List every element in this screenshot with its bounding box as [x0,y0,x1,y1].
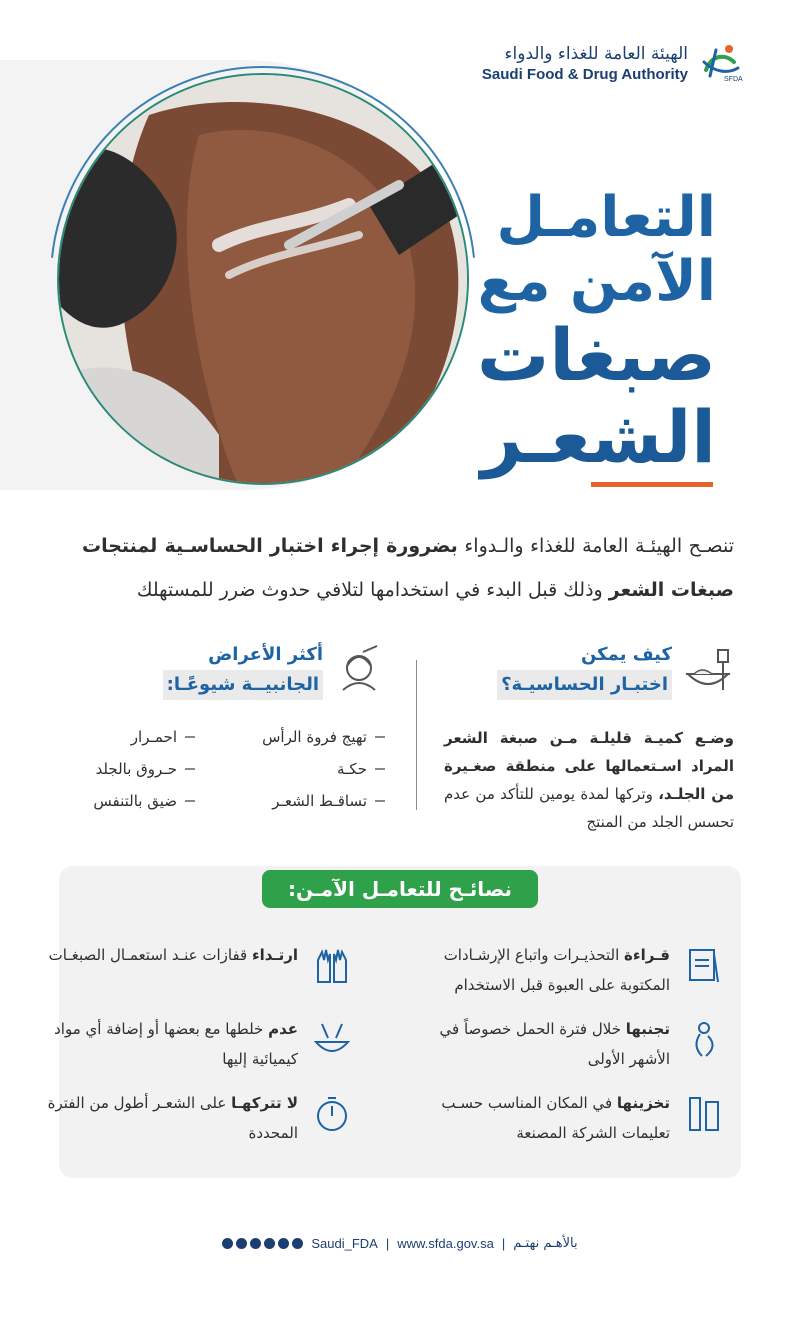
tip-item-storage: تخزينها في المكان المناسب حسـب تعليمات الشركة المصنعة [404,1088,724,1148]
page-title [456,186,716,478]
instagram-icon[interactable] [250,1238,261,1249]
youtube-icon[interactable] [264,1238,275,1249]
gloves-icon [312,946,352,986]
mixing-bowl-icon [312,1020,352,1060]
logo-badge: SFDA [724,76,743,83]
how-text-rest: وتركها لمدة يومين للتأكد من عدم تحسس الجلد من المنتج [444,785,734,831]
logo-english-text: Saudi Food & Drug Authority [481,65,688,83]
list-item: حـروق بالجلد [65,760,195,778]
tip-item-gloves: ارتـداء قفازات عنـد استعمـال الصبغـات [32,940,352,986]
facebook-icon[interactable] [222,1238,233,1249]
tips-badge: نصائـح للتعامـل الآمـن: [262,870,538,908]
intro-paragraph [82,524,734,612]
column-divider [416,660,417,810]
hair-dyeing-photo-icon [59,75,469,485]
dye-bowl-brush-icon [682,644,734,696]
sfda-logo [482,40,744,86]
title-line-4: الشعـر [480,395,716,479]
tip-item-timing: لا تتركهـا على الشعـر أطول من الفترة المحددة [32,1088,352,1148]
linkedin-icon[interactable] [292,1238,303,1249]
list-item: ضيق بالتنفس [65,792,195,810]
list-item: تساقـط الشعـر [255,792,385,810]
title-underline [591,482,713,487]
title-line-2: الآمن مع [477,249,716,314]
footer [0,1236,800,1251]
website-link[interactable]: www.sfda.gov.sa [397,1236,494,1251]
list-item: تهيج فروة الرأس [255,728,385,746]
footer-separator: | [501,1236,506,1251]
intro-part-3: وذلك قبل البدء في استخدامها لتلافي حدوث ضرر للمستهلك [136,579,609,601]
pregnant-icon [684,1020,724,1060]
social-icons [222,1238,303,1249]
symptoms-title-1: أكثر الأعراض [208,644,323,665]
intro-part-2: بضرورة إجراء اختبار الحساسـية لمنتجات صبغات الشعر [82,535,734,601]
tip-item-pregnancy: تجنبها خلال فترة الحمل خصوصاً في الأشهر الأولى [404,1014,724,1074]
symptoms-title-2: الجانبيــة شيوعًـا: [163,670,323,700]
hero-photo [57,73,469,485]
how-to-test-section [444,640,734,836]
how-title-1: كيف يمكن [580,644,672,665]
logo-arabic-text: الهيئة العامة للغذاء والدواء [504,43,688,64]
footer-slogan: بالأهـم نهتـم [513,1236,578,1251]
how-description [444,724,734,836]
symptoms-list [65,728,385,810]
sfda-logo-icon [698,40,744,86]
intro-part-1: تنصـح الهيئـة العامة للغذاء والـدواء [457,535,734,557]
symptoms-section [65,640,385,810]
list-item: حكـة [255,760,385,778]
tip-item-reading: قـراءة التحذيـرات واتباع الإرشـادات المكتوبة على العبوة قبل الاستخدام [404,940,724,1000]
snapchat-icon[interactable] [278,1238,289,1249]
booklet-icon [684,946,724,986]
tip-item-no-mixing: عدم خلطها مع بعضها أو إضافة أي مواد كيميائية إليها [32,1014,352,1074]
title-line-3: صبغات [477,313,716,397]
stopwatch-icon [312,1094,352,1134]
social-handle[interactable]: Saudi_FDA [311,1236,378,1251]
footer-separator: | [385,1236,390,1251]
how-title-2: اختبـار الحساسيـة؟ [497,670,672,700]
tubes-icon [684,1094,724,1134]
woman-head-icon [333,644,385,696]
how-text-bold: وضـع كميـة قليلـة مـن صبغة الشعر المراد اسـتعمالها على منطقة صغـيرة من الجلـد، [444,729,734,803]
twitter-icon[interactable] [236,1238,247,1249]
title-line-1: التعامـل [496,185,716,250]
list-item: احمـرار [65,728,195,746]
